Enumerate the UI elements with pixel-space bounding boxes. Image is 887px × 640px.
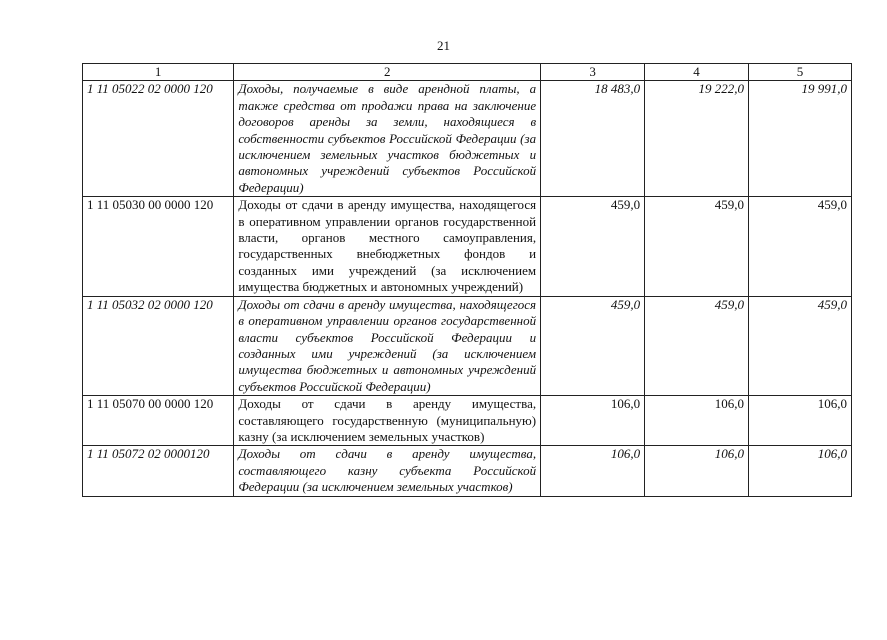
value-cell-col3: 106,0 xyxy=(541,396,645,446)
table-row xyxy=(83,446,852,496)
table-row xyxy=(83,197,852,296)
description-cell: Доходы от сдачи в аренду имущества, находящегося в оперативном управлении органов государственной власти субъектов Российской Федерации и созданных ими учреждений (за исключением имущества бюджетных и автономных учреждений субъектов Российской Федерации) xyxy=(234,296,541,395)
value-cell-col3: 459,0 xyxy=(541,296,645,395)
column-header-4: 4 xyxy=(645,64,749,81)
value-cell-col5: 106,0 xyxy=(749,396,852,446)
budget-code-cell: 1 11 05072 02 0000120 xyxy=(83,446,234,496)
description-cell: Доходы от сдачи в аренду имущества, составляющего государственную (муниципальную) казну (за исключением земельных участков) xyxy=(234,396,541,446)
table-header-row xyxy=(83,64,852,81)
budget-code-cell: 1 11 05070 00 0000 120 xyxy=(83,396,234,446)
value-cell-col5: 19 991,0 xyxy=(749,81,852,197)
budget-code-cell: 1 11 05032 02 0000 120 xyxy=(83,296,234,395)
table-row xyxy=(83,81,852,197)
value-cell-col5: 459,0 xyxy=(749,197,852,296)
value-cell-col4: 19 222,0 xyxy=(645,81,749,197)
value-cell-col4: 106,0 xyxy=(645,446,749,496)
value-cell-col4: 459,0 xyxy=(645,296,749,395)
value-cell-col3: 106,0 xyxy=(541,446,645,496)
column-header-1: 1 xyxy=(83,64,234,81)
table-row xyxy=(83,396,852,446)
column-header-2: 2 xyxy=(234,64,541,81)
description-cell: Доходы от сдачи в аренду имущества, находящегося в оперативном управлении органов государственной власти, органов местного самоуправления, государственных внебюджетных фондов и созданных ими учреждений (за исключением имущества бюджетных и автономных учреждений) xyxy=(234,197,541,296)
column-header-3: 3 xyxy=(541,64,645,81)
description-cell: Доходы от сдачи в аренду имущества, составляющего казну субъекта Российской Федерации (за исключением земельных участков) xyxy=(234,446,541,496)
description-cell: Доходы, получаемые в виде арендной платы, а также средства от продажи права на заключение договоров аренды за земли, находящиеся в собственности субъектов Российской Федерации (за исключением земельных участков бюджетных и автономных учреждений субъектов Российской Федерации) xyxy=(234,81,541,197)
page-number: 21 xyxy=(437,38,450,53)
value-cell-col4: 106,0 xyxy=(645,396,749,446)
value-cell-col4: 459,0 xyxy=(645,197,749,296)
column-header-5: 5 xyxy=(749,64,852,81)
value-cell-col3: 18 483,0 xyxy=(541,81,645,197)
value-cell-col3: 459,0 xyxy=(541,197,645,296)
value-cell-col5: 106,0 xyxy=(749,446,852,496)
table-row xyxy=(83,296,852,395)
budget-code-cell: 1 11 05022 02 0000 120 xyxy=(83,81,234,197)
value-cell-col5: 459,0 xyxy=(749,296,852,395)
budget-revenue-table xyxy=(82,63,852,497)
budget-code-cell: 1 11 05030 00 0000 120 xyxy=(83,197,234,296)
